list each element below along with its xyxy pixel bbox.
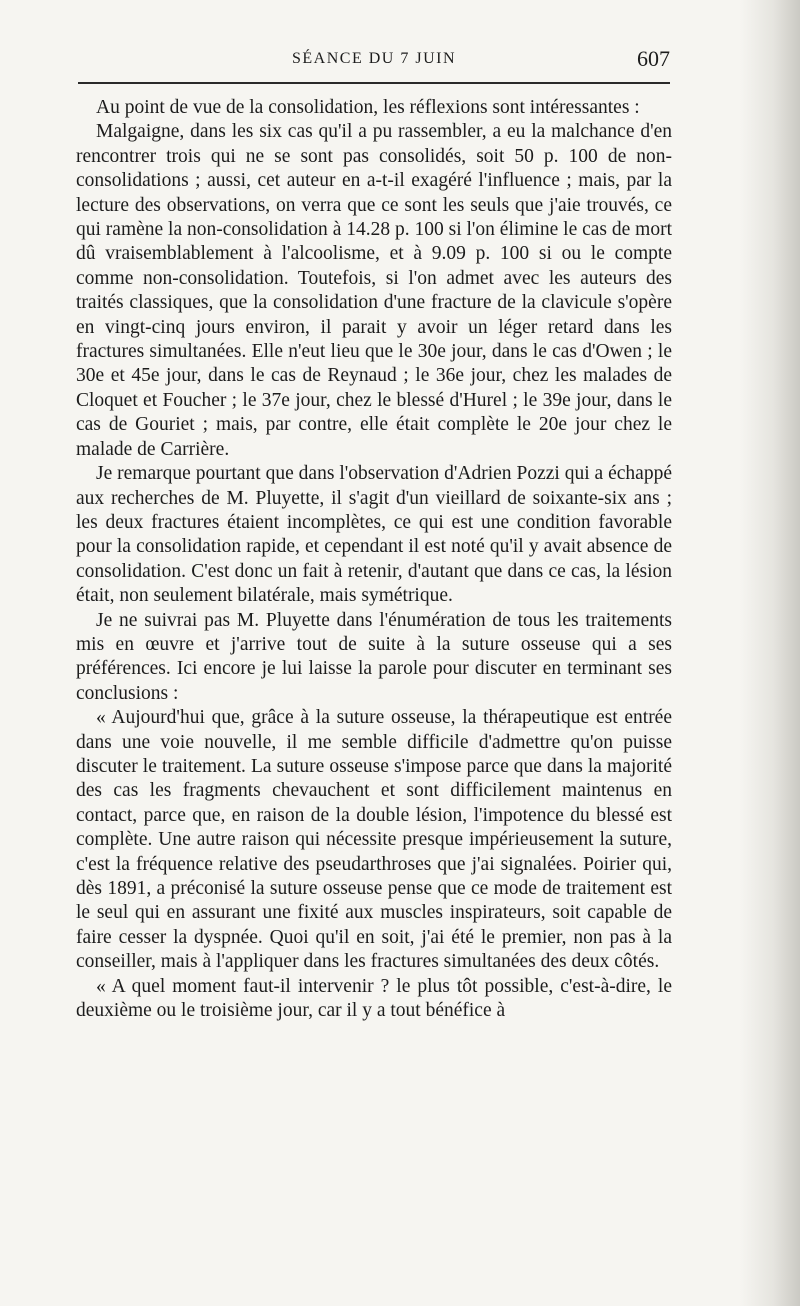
paragraph: Je ne suivrai pas M. Pluyette dans l'énumération de tous les traitements mis en œuvre et j'arrive tout de suite à la suture osseuse qui a ses préférences. Ici encore je lui laisse la parole pour discuter en terminant ses conclusions : bbox=[76, 609, 672, 704]
paragraph: « A quel moment faut-il intervenir ? le plus tôt possible, c'est-à-dire, le deuxième ou le troisième jour, car il y a tout bénéfice à bbox=[76, 975, 672, 1022]
header-rule bbox=[78, 82, 670, 84]
page-number: 607 bbox=[637, 46, 670, 71]
paragraph: Au point de vue de la consolidation, les réflexions sont intéressantes : bbox=[96, 97, 640, 118]
paragraph: Je remarque pourtant que dans l'observation d'Adrien Pozzi qui a échappé aux recherches de M. Pluyette, il s'agit d'un vieillard de soixante-six ans ; les deux fractures étaient incomplètes, ce qui est une condition favorable pour la consolidation rapide, et cependant il est noté qu'il y avait absence de consolidation. C'est donc un fait à retenir, d'autant que dans ce cas, la lésion était, non seulement bilatérale, mais symétrique. bbox=[76, 463, 672, 607]
body-text bbox=[76, 96, 672, 1023]
page-header bbox=[78, 46, 670, 70]
paragraph: « Aujourd'hui que, grâce à la suture osseuse, la thérapeutique est entrée dans une voie nouvelle, il me semble difficile d'admettre qu'on puisse discuter le traitement. La suture osseuse s'impose parce que dans la majorité des cas les fragments chevauchent et sont difficilement maintenus en contact, parce que, en raison de la double lésion, l'impotence du blessé est complète. Une autre raison qui nécessite presque impérieusement la suture, c'est la fréquence relative des pseudarthroses que j'ai signalées. Poirier qui, dès 1891, a préconisé la suture osseuse pense que ce mode de traitement est le seul qui en assurant une fixité aux muscles inspirateurs, soit capable de faire cesser la dyspnée. Quoi qu'il en soit, j'ai été le premier, non pas à la conseiller, mais à l'appliquer dans les fractures simultanées des deux côtés. bbox=[76, 707, 672, 973]
running-title: SÉANCE DU 7 JUIN bbox=[292, 50, 456, 67]
page-edge-shadow bbox=[740, 0, 800, 1306]
paragraph: Malgaigne, dans les six cas qu'il a pu rassembler, a eu la malchance d'en rencontrer trois qui ne se sont pas consolidés, soit 50 p. 100 de non-consolidations ; aussi, cet auteur en a-t-il exagéré l'influence ; mais, par la lecture des observations, on verra que ce sont les seuls que j'aie trouvés, ce qui ramène la non-consolidation à 14.28 p. 100 si l'on élimine le cas de mort dû vraisemblablement à l'alcoolisme, et à 9.09 p. 100 si ou le compte comme non-consolidation. Toutefois, si l'on admet avec les auteurs des traités classiques, que la consolidation d'une fracture de la clavicule s'opère en vingt-cinq jours environ, il parait y avoir un léger retard dans les fractures simultanées. Elle n'eut lieu que le 30e jour, dans le cas d'Owen ; le 30e et 45e jour, dans le cas de Reynaud ; le 36e jour, chez les malades de Cloquet et Foucher ; le 37e jour, chez le blessé d'Hurel ; le 39e jour, dans le cas de Gouriet ; mais, par contre, elle était complète le 20e jour chez le malade de Carrière. bbox=[76, 121, 672, 460]
